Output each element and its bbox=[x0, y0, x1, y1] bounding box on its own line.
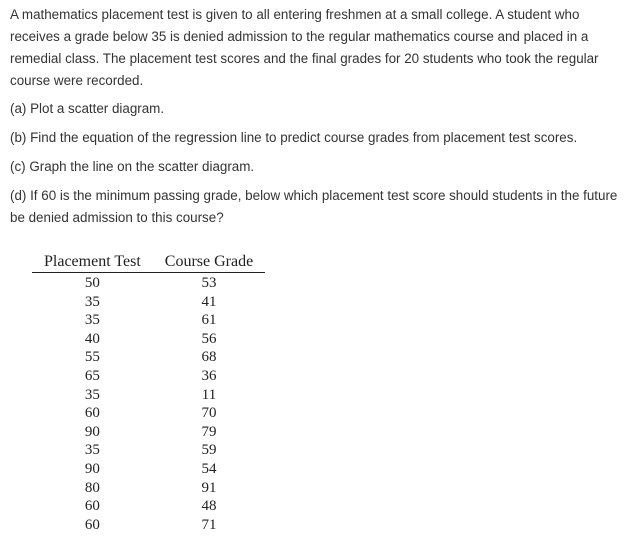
placement-test-cell: 35 bbox=[84, 442, 100, 459]
table-row bbox=[32, 330, 265, 349]
table-row bbox=[32, 273, 265, 293]
placement-test-cell: 55 bbox=[84, 349, 100, 366]
table-row bbox=[32, 386, 265, 405]
placement-test-cell: 65 bbox=[84, 367, 100, 384]
course-grade-cell: 70 bbox=[201, 405, 217, 422]
column-header-placement-test: Placement Test bbox=[32, 250, 153, 273]
table-row bbox=[32, 404, 265, 423]
placement-test-cell: 40 bbox=[84, 330, 100, 347]
part-c: (c) Graph the line on the scatter diagram. bbox=[10, 159, 255, 174]
course-grade-cell: 79 bbox=[201, 423, 217, 440]
table-row bbox=[32, 479, 265, 498]
problem-statement bbox=[10, 4, 618, 229]
table-row bbox=[32, 423, 265, 442]
data-table bbox=[32, 250, 265, 534]
course-grade-cell: 11 bbox=[201, 386, 217, 403]
table-row bbox=[32, 516, 265, 535]
placement-test-cell: 80 bbox=[84, 479, 100, 496]
course-grade-cell: 71 bbox=[201, 516, 217, 533]
course-grade-cell: 59 bbox=[201, 442, 217, 459]
placement-test-cell: 35 bbox=[84, 312, 100, 329]
course-grade-cell: 56 bbox=[201, 330, 217, 347]
table-row bbox=[32, 367, 265, 386]
course-grade-cell: 41 bbox=[201, 293, 217, 310]
part-b: (b) Find the equation of the regression line to predict course grades from placement test scores. bbox=[10, 130, 578, 145]
course-grade-cell: 54 bbox=[201, 460, 217, 477]
placement-test-cell: 60 bbox=[84, 405, 100, 422]
table-row bbox=[32, 311, 265, 330]
course-grade-cell: 91 bbox=[201, 479, 217, 496]
table-body bbox=[32, 273, 265, 535]
placement-test-cell: 35 bbox=[84, 386, 100, 403]
table-row bbox=[32, 293, 265, 312]
course-grade-cell: 61 bbox=[201, 312, 217, 329]
part-d: (d) If 60 is the minimum passing grade, below which placement test score should students in the future be denied admission to this course? bbox=[10, 188, 618, 225]
course-grade-cell: 48 bbox=[201, 498, 217, 515]
table-row bbox=[32, 497, 265, 516]
placement-test-cell: 90 bbox=[84, 423, 100, 440]
course-grade-cell: 68 bbox=[201, 349, 217, 366]
placement-test-cell: 60 bbox=[84, 516, 100, 533]
placement-test-cell: 35 bbox=[84, 293, 100, 310]
course-grade-cell: 36 bbox=[201, 367, 217, 384]
placement-test-cell: 90 bbox=[84, 460, 100, 477]
part-a: (a) Plot a scatter diagram. bbox=[10, 101, 165, 116]
table-header-row bbox=[32, 250, 265, 273]
table-row bbox=[32, 348, 265, 367]
problem-intro: A mathematics placement test is given to all entering freshmen at a small college. A student who receives a grade below 35 is denied admission to the regular mathematics course and placed in a remedial class. The placement test scores and the final grades for 20 students who took the regular course were recorded. bbox=[10, 7, 599, 88]
table-row bbox=[32, 441, 265, 460]
column-header-course-grade: Course Grade bbox=[153, 250, 265, 273]
course-grade-cell: 53 bbox=[201, 275, 217, 291]
table-row bbox=[32, 460, 265, 479]
placement-test-cell: 60 bbox=[84, 498, 100, 515]
placement-test-cell: 50 bbox=[84, 275, 100, 291]
